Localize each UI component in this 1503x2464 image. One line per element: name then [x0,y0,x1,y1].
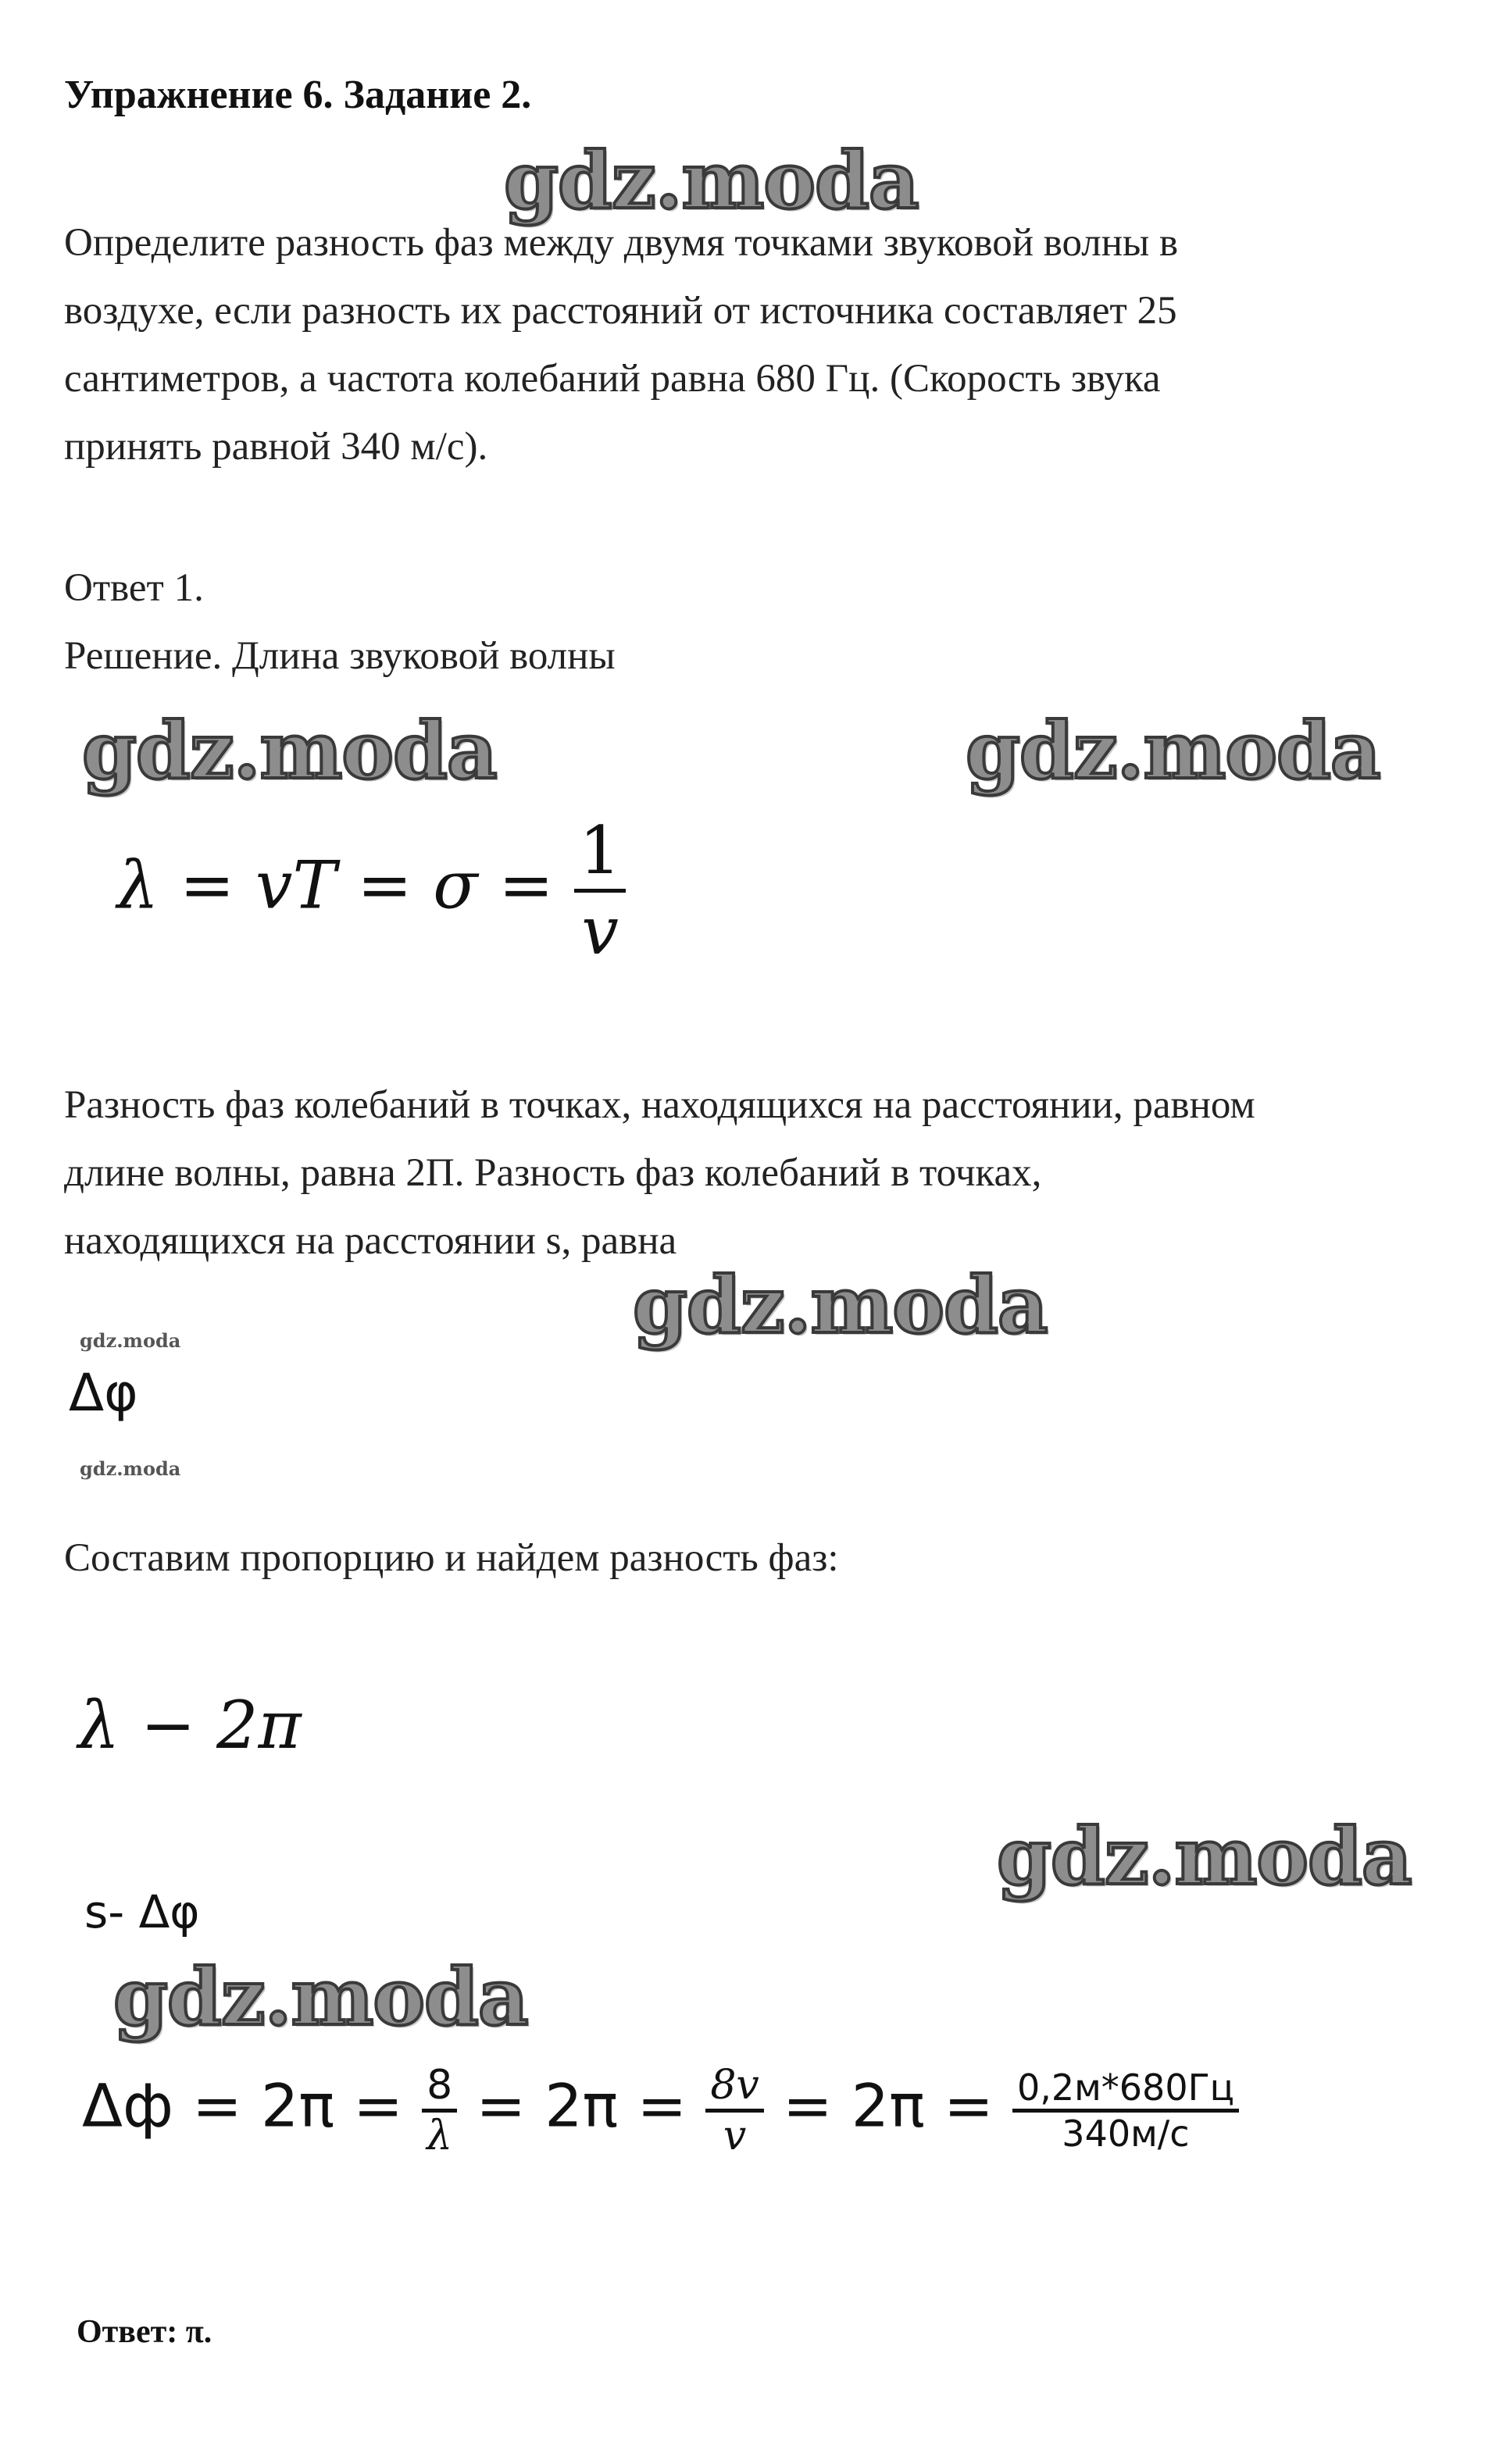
fraction-denominator: v [581,893,619,969]
page-heading: Упражнение 6. Задание 2. [64,73,532,117]
wavelength-formula [117,812,626,969]
delta-phi: Δφ [69,1363,138,1423]
proportion-line-2: s- Δφ [84,1885,200,1938]
watermark: gdz.moda [82,704,497,797]
solution-intro: Решение. Длина звуковой волны [64,634,616,678]
watermark-small: gdz.moda [80,1329,181,1352]
fraction-numerator: 1 [574,812,625,893]
fraction [574,812,625,969]
watermark: gdz.moda [997,1810,1412,1902]
watermark: gdz.moda [113,1951,528,2043]
phase-text [64,1072,1255,1275]
fraction-numerator: 0,2м*680Гц [1012,2066,1239,2113]
watermark: gdz.moda [504,134,919,226]
task-line: принять равной 340 м/с). [64,425,488,469]
fraction-numerator: 8v [705,2062,763,2113]
task-line: воздухе, если разность их расстояний от источника составляет 25 [64,289,1177,333]
final-formula-start: Δф = 2π = [82,2070,403,2141]
proportion-text: Составим пропорцию и найдем разность фаз: [64,1536,839,1580]
watermark: gdz.moda [633,1259,1048,1351]
proportion-line-1 [78,1687,302,1763]
fraction-denominator: λ [427,2113,453,2159]
task-line: Определите разность фаз между двумя точками звуковой волны в [64,221,1179,265]
phase-line: Разность фаз колебаний в точках, находящихся на расстоянии, равном [64,1083,1255,1127]
fraction [705,2062,763,2159]
watermark: gdz.moda [966,704,1380,797]
final-formula [82,2062,1239,2159]
task-text [64,209,1178,481]
final-formula-mid2: = 2π = [782,2070,994,2141]
fraction-denominator: v [723,2113,747,2159]
fraction-denominator: 340м/с [1062,2113,1190,2155]
watermark-small: gdz.moda [80,1457,181,1480]
fraction [422,2062,457,2159]
final-answer: Ответ: π. [77,2314,212,2350]
proportion-line-1-text: λ − 2π [78,1687,302,1763]
fraction-numerator: 8 [422,2062,457,2113]
formula-left: λ = vT = σ = [117,847,554,924]
phase-line: находящихся на расстоянии s, равна [64,1219,677,1263]
answer-label: Ответ 1. [64,566,204,610]
final-formula-mid: = 2π = [476,2070,687,2141]
fraction [1012,2066,1239,2155]
task-line: сантиметров, а частота колебаний равна 680 Гц. (Скорость звука [64,357,1161,401]
phase-line: длине волны, равна 2П. Разность фаз колебаний в точках, [64,1151,1042,1195]
